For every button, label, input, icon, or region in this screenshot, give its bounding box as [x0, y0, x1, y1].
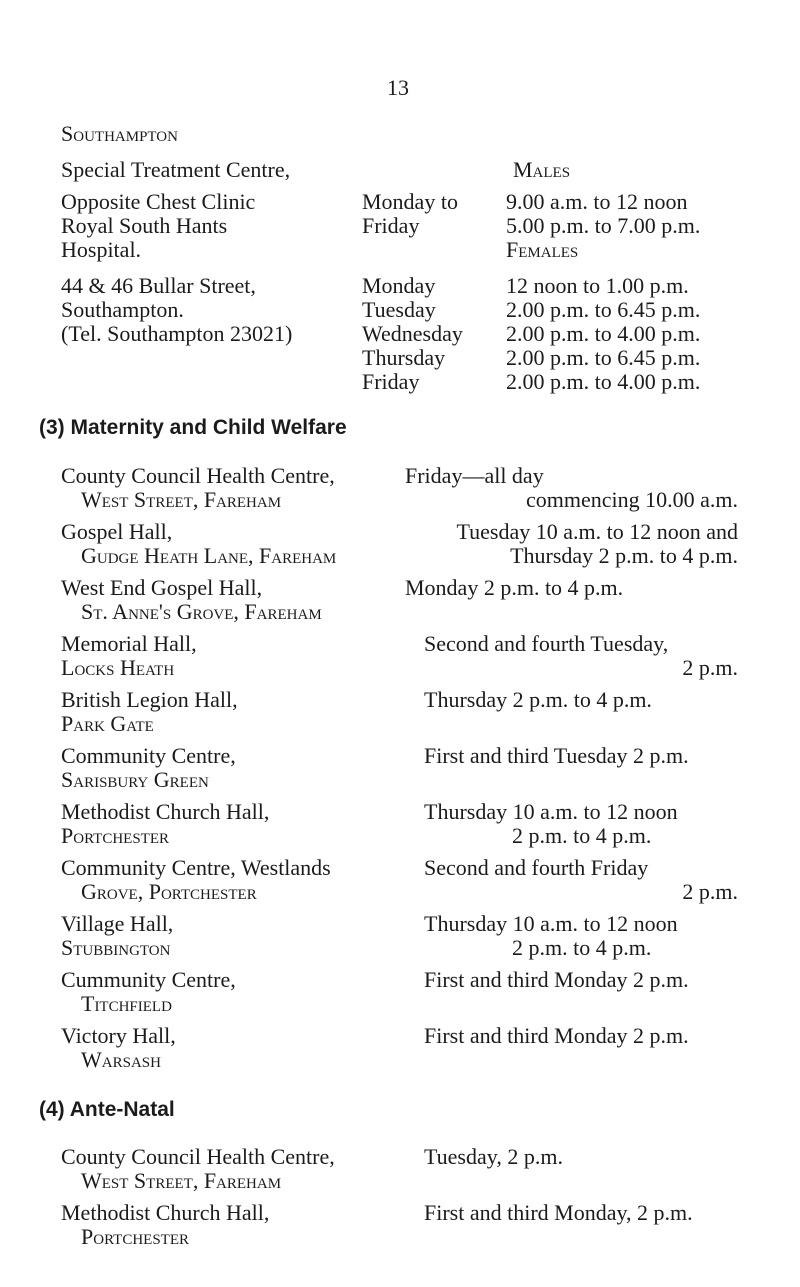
- clinic-address-line: Southampton.: [61, 297, 184, 322]
- section-heading-southampton: Southampton: [61, 121, 178, 146]
- clinic-telephone: (Tel. Southampton 23021): [61, 321, 293, 346]
- clinic-name-line: Opposite Chest Clinic: [61, 189, 256, 214]
- clinic-address-line: 44 & 46 Bullar Street,: [61, 273, 256, 298]
- females-time: 12 noon to 1.00 p.m.: [506, 273, 689, 298]
- females-day: Wednesday: [362, 321, 463, 346]
- venue-name: Methodist Church Hall,: [61, 1200, 270, 1225]
- venue-place: St. Anne's Grove, Fareham: [81, 599, 322, 624]
- venue-schedule: Tuesday 10 a.m. to 12 noon and: [456, 519, 738, 544]
- venue-name: Community Centre, Westlands: [61, 855, 331, 880]
- venue-schedule: Second and fourth Friday: [424, 855, 649, 880]
- venue-schedule: First and third Monday, 2 p.m.: [424, 1200, 693, 1225]
- venue-schedule: Friday—all day: [405, 463, 544, 488]
- males-time: 9.00 a.m. to 12 noon: [506, 189, 688, 214]
- venue-schedule: commencing 10.00 a.m.: [525, 487, 738, 512]
- section-heading-maternity: (3) Maternity and Child Welfare: [39, 416, 347, 439]
- males-day: Monday to: [362, 189, 458, 214]
- males-heading: Males: [513, 157, 571, 182]
- males-time: 5.00 p.m. to 7.00 p.m.: [506, 213, 701, 238]
- venue-schedule: 2 p.m. to 4 p.m.: [512, 935, 652, 960]
- clinic-name-line: Special Treatment Centre,: [61, 157, 291, 182]
- venue-place: West Street, Fareham: [81, 487, 282, 512]
- females-time: 2.00 p.m. to 6.45 p.m.: [506, 345, 701, 370]
- males-day: Friday: [362, 213, 420, 238]
- clinic-name-line: Hospital.: [61, 237, 142, 262]
- venue-place: Stubbington: [61, 935, 171, 960]
- females-day: Monday: [362, 273, 436, 298]
- females-time: 2.00 p.m. to 4.00 p.m.: [506, 321, 701, 346]
- venue-place: Titchfield: [81, 991, 172, 1016]
- venue-place: Warsash: [81, 1047, 161, 1072]
- venue-name: Cummunity Centre,: [61, 967, 236, 992]
- venue-schedule: 2 p.m.: [682, 655, 738, 680]
- venue-place: Gudge Heath Lane, Fareham: [81, 543, 337, 568]
- page-number: 13: [387, 75, 409, 100]
- venue-place: Park Gate: [61, 711, 154, 736]
- venue-place: West Street, Fareham: [81, 1168, 282, 1193]
- clinic-name-line: Royal South Hants: [61, 213, 228, 238]
- venue-name: Community Centre,: [61, 743, 236, 768]
- venue-place: Portchester: [81, 1224, 190, 1249]
- venue-schedule: Second and fourth Tuesday,: [424, 631, 669, 656]
- females-time: 2.00 p.m. to 4.00 p.m.: [506, 369, 701, 394]
- venue-place: Portchester: [61, 823, 170, 848]
- females-heading: Females: [506, 237, 579, 262]
- females-day: Friday: [362, 369, 420, 394]
- venue-name: West End Gospel Hall,: [61, 575, 263, 600]
- females-day: Tuesday: [362, 297, 436, 322]
- venue-name: British Legion Hall,: [61, 687, 238, 712]
- venue-schedule: 2 p.m. to 4 p.m.: [512, 823, 652, 848]
- venue-place: Locks Heath: [61, 655, 175, 680]
- females-time: 2.00 p.m. to 6.45 p.m.: [506, 297, 701, 322]
- section-heading-antenatal: (4) Ante-Natal: [39, 1098, 175, 1121]
- venue-schedule: Thursday 10 a.m. to 12 noon: [424, 799, 678, 824]
- venue-schedule: First and third Monday 2 p.m.: [424, 1023, 689, 1048]
- venue-name: County Council Health Centre,: [61, 463, 335, 488]
- venue-schedule: Tuesday, 2 p.m.: [424, 1144, 563, 1169]
- venue-name: Methodist Church Hall,: [61, 799, 270, 824]
- venue-schedule: Thursday 10 a.m. to 12 noon: [424, 911, 678, 936]
- venue-schedule: Thursday 2 p.m. to 4 p.m.: [510, 543, 738, 568]
- venue-name: Memorial Hall,: [61, 631, 197, 656]
- venue-name: Village Hall,: [61, 911, 174, 936]
- venue-schedule: Thursday 2 p.m. to 4 p.m.: [424, 687, 652, 712]
- venue-schedule: First and third Tuesday 2 p.m.: [424, 743, 689, 768]
- females-day: Thursday: [362, 345, 446, 370]
- venue-schedule: 2 p.m.: [682, 879, 738, 904]
- venue-place: Grove, Portchester: [81, 879, 257, 904]
- venue-schedule: Monday 2 p.m. to 4 p.m.: [405, 575, 624, 600]
- venue-schedule: First and third Monday 2 p.m.: [424, 967, 689, 992]
- venue-place: Sarisbury Green: [61, 767, 209, 792]
- venue-name: Victory Hall,: [61, 1023, 176, 1048]
- venue-name: County Council Health Centre,: [61, 1144, 335, 1169]
- venue-name: Gospel Hall,: [61, 519, 173, 544]
